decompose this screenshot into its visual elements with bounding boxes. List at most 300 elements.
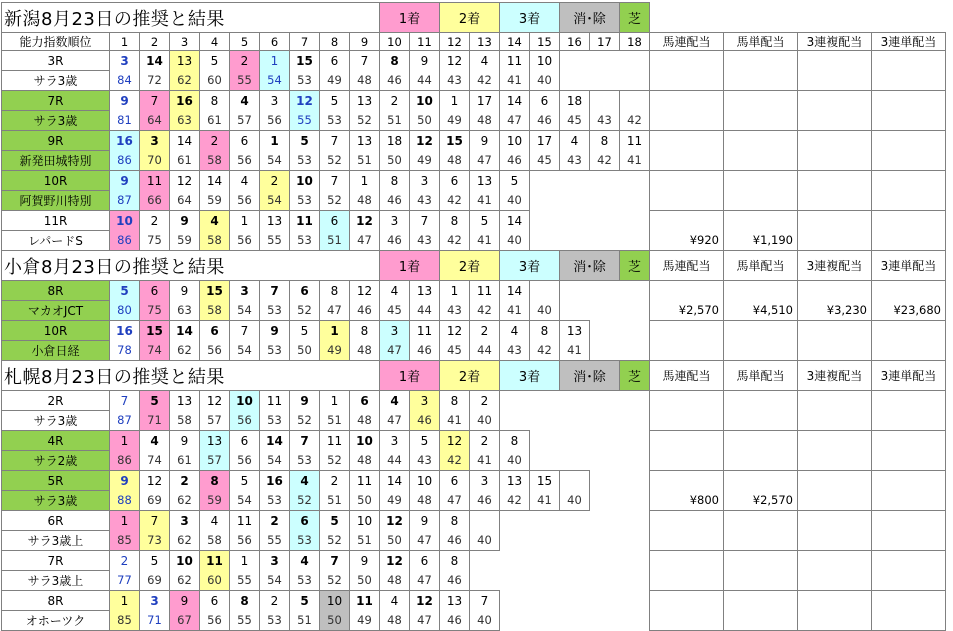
payout-cell xyxy=(723,550,798,591)
payout-header: 馬連配当 xyxy=(649,360,724,391)
pick-cell xyxy=(589,510,620,531)
pick-cell: 16 xyxy=(109,130,140,151)
pick-cell: 5 xyxy=(319,510,350,531)
score-cell: 55 xyxy=(259,530,290,551)
pick-cell xyxy=(529,430,560,451)
payout-cell xyxy=(723,430,798,471)
score-cell: 47 xyxy=(499,110,530,131)
payout-cell xyxy=(871,170,946,211)
score-cell: 46 xyxy=(439,530,470,551)
score-cell: 87 xyxy=(109,190,140,211)
score-cell: 54 xyxy=(229,490,260,511)
score-cell xyxy=(619,410,650,431)
payout-header: 馬連配当 xyxy=(649,32,724,51)
pick-cell: 13 xyxy=(409,280,440,301)
pick-cell: 8 xyxy=(439,510,470,531)
pick-cell: 10 xyxy=(229,390,260,411)
score-cell: 41 xyxy=(559,340,590,361)
race-name: サラ3歳 xyxy=(1,110,110,131)
pick-cell: 8 xyxy=(439,390,470,411)
payout-cell xyxy=(649,430,724,471)
payout-cell xyxy=(649,590,724,631)
score-cell: 42 xyxy=(499,490,530,511)
race-name: サラ3歳 xyxy=(1,490,110,511)
pick-cell: 2 xyxy=(469,430,500,451)
pick-cell: 8 xyxy=(379,170,410,191)
pick-cell xyxy=(589,590,620,611)
pick-cell: 8 xyxy=(439,210,470,231)
pick-cell: 3 xyxy=(259,550,290,571)
payout-cell xyxy=(871,510,946,551)
score-cell: 53 xyxy=(259,490,290,511)
score-cell: 48 xyxy=(349,190,380,211)
score-cell: 53 xyxy=(289,70,320,91)
pick-cell: 14 xyxy=(379,470,410,491)
pick-cell: 1 xyxy=(109,430,140,451)
pick-cell xyxy=(589,280,620,301)
score-cell: 46 xyxy=(379,70,410,91)
score-cell: 46 xyxy=(439,570,470,591)
pick-cell: 7 xyxy=(319,130,350,151)
pick-cell xyxy=(559,510,590,531)
pick-cell: 15 xyxy=(139,320,170,341)
pick-cell: 6 xyxy=(529,90,560,111)
pick-cell xyxy=(469,510,500,531)
score-cell: 40 xyxy=(469,610,500,631)
pick-cell: 14 xyxy=(139,50,170,71)
pick-cell xyxy=(469,550,500,571)
score-cell: 61 xyxy=(169,450,200,471)
score-cell: 62 xyxy=(169,340,200,361)
payout-cell: ¥23,680 xyxy=(871,280,946,321)
pick-cell: 9 xyxy=(409,510,440,531)
pick-cell: 3 xyxy=(139,130,170,151)
score-cell: 56 xyxy=(229,190,260,211)
pick-cell: 4 xyxy=(229,170,260,191)
pick-cell: 6 xyxy=(139,280,170,301)
score-cell: 54 xyxy=(259,70,290,91)
score-cell: 62 xyxy=(169,570,200,591)
pick-cell: 11 xyxy=(349,590,380,611)
pick-cell: 12 xyxy=(379,510,410,531)
pick-cell: 5 xyxy=(289,320,320,341)
race-number: 10R xyxy=(1,320,110,341)
pick-cell: 4 xyxy=(379,390,410,411)
score-cell: 54 xyxy=(259,190,290,211)
race-number: 8R xyxy=(1,280,110,301)
score-cell: 53 xyxy=(289,230,320,251)
pick-cell: 5 xyxy=(409,430,440,451)
score-cell: 47 xyxy=(469,150,500,171)
score-cell: 41 xyxy=(439,410,470,431)
score-cell: 54 xyxy=(229,300,260,321)
section-title: 新潟8月23日の推奨と結果 xyxy=(1,2,380,33)
pick-cell: 6 xyxy=(319,210,350,231)
pick-cell: 7 xyxy=(319,170,350,191)
score-cell: 73 xyxy=(139,530,170,551)
pick-cell xyxy=(619,590,650,611)
score-cell xyxy=(619,450,650,471)
race-name: マカオJCT xyxy=(1,300,110,321)
rank-col-header: 6 xyxy=(259,32,290,51)
score-cell: 53 xyxy=(289,150,320,171)
score-cell: 47 xyxy=(379,340,410,361)
pick-cell xyxy=(619,210,650,231)
pick-cell: 2 xyxy=(469,320,500,341)
pick-cell xyxy=(619,550,650,571)
pick-cell xyxy=(589,550,620,571)
score-cell: 87 xyxy=(109,410,140,431)
pick-cell: 2 xyxy=(259,170,290,191)
score-cell: 47 xyxy=(379,410,410,431)
pick-cell xyxy=(559,470,590,491)
score-cell: 62 xyxy=(169,70,200,91)
pick-cell: 14 xyxy=(499,90,530,111)
score-cell: 85 xyxy=(109,610,140,631)
payout-cell xyxy=(649,320,724,361)
score-cell: 58 xyxy=(199,230,230,251)
pick-cell: 9 xyxy=(169,280,200,301)
score-cell xyxy=(589,410,620,431)
payout-cell: ¥1,190 xyxy=(723,210,798,251)
payout-cell xyxy=(871,590,946,631)
pick-cell: 11 xyxy=(619,130,650,151)
payout-cell: ¥800 xyxy=(649,470,724,511)
score-cell: 59 xyxy=(199,490,230,511)
pick-cell: 6 xyxy=(199,590,230,611)
score-cell: 51 xyxy=(319,230,350,251)
pick-cell: 6 xyxy=(289,510,320,531)
score-cell: 51 xyxy=(319,490,350,511)
score-cell xyxy=(589,530,620,551)
pick-cell: 16 xyxy=(109,320,140,341)
score-cell: 40 xyxy=(499,230,530,251)
payout-cell xyxy=(649,130,724,171)
score-cell: 46 xyxy=(379,230,410,251)
pick-cell: 1 xyxy=(259,50,290,71)
score-cell: 40 xyxy=(529,70,560,91)
score-cell: 43 xyxy=(409,230,440,251)
pick-cell: 11 xyxy=(229,510,260,531)
rank-col-header: 7 xyxy=(289,32,320,51)
pick-cell: 3 xyxy=(379,430,410,451)
payout-cell xyxy=(797,510,872,551)
score-cell: 55 xyxy=(259,230,290,251)
pick-cell xyxy=(559,50,590,71)
score-cell: 41 xyxy=(499,300,530,321)
pick-cell: 13 xyxy=(349,130,380,151)
pick-cell: 8 xyxy=(379,50,410,71)
race-name: 新発田城特別 xyxy=(1,150,110,171)
payout-cell: ¥3,230 xyxy=(797,280,872,321)
payout-cell xyxy=(723,130,798,171)
payout-cell xyxy=(871,390,946,431)
score-cell: 47 xyxy=(319,300,350,321)
header-label: 能力指数順位 xyxy=(1,32,110,51)
pick-cell: 17 xyxy=(529,130,560,151)
pick-cell: 6 xyxy=(439,170,470,191)
pick-cell: 13 xyxy=(169,50,200,71)
score-cell: 46 xyxy=(409,410,440,431)
pick-cell: 11 xyxy=(289,210,320,231)
pick-cell: 4 xyxy=(379,280,410,301)
payout-header: 3連複配当 xyxy=(797,32,872,51)
score-cell xyxy=(589,70,620,91)
pick-cell: 5 xyxy=(139,550,170,571)
pick-cell: 2 xyxy=(259,510,290,531)
score-cell xyxy=(589,340,620,361)
pick-cell: 15 xyxy=(289,50,320,71)
score-cell xyxy=(499,530,530,551)
race-number: 2R xyxy=(1,390,110,411)
pick-cell: 4 xyxy=(289,550,320,571)
legend-turf: 芝 xyxy=(619,2,650,33)
race-number: 7R xyxy=(1,550,110,571)
payout-cell xyxy=(723,50,798,91)
score-cell: 42 xyxy=(439,230,470,251)
pick-cell: 13 xyxy=(169,390,200,411)
pick-cell: 9 xyxy=(349,550,380,571)
score-cell: 69 xyxy=(139,490,170,511)
score-cell: 43 xyxy=(559,150,590,171)
pick-cell: 9 xyxy=(109,170,140,191)
pick-cell: 5 xyxy=(289,590,320,611)
score-cell: 52 xyxy=(319,530,350,551)
legend-turf: 芝 xyxy=(619,360,650,391)
score-cell: 63 xyxy=(169,300,200,321)
pick-cell: 7 xyxy=(349,50,380,71)
pick-cell: 11 xyxy=(409,320,440,341)
pick-cell: 15 xyxy=(529,470,560,491)
pick-cell: 7 xyxy=(409,210,440,231)
rank-col-header: 2 xyxy=(139,32,170,51)
score-cell: 53 xyxy=(289,570,320,591)
pick-cell: 7 xyxy=(139,90,170,111)
payout-cell xyxy=(723,390,798,431)
pick-cell: 12 xyxy=(439,430,470,451)
score-cell: 41 xyxy=(619,150,650,171)
rank-col-header: 16 xyxy=(559,32,590,51)
race-number: 3R xyxy=(1,50,110,71)
pick-cell xyxy=(499,510,530,531)
pick-cell: 8 xyxy=(439,550,470,571)
rank-col-header: 3 xyxy=(169,32,200,51)
score-cell: 63 xyxy=(169,110,200,131)
score-cell xyxy=(619,300,650,321)
score-cell: 51 xyxy=(349,530,380,551)
pick-cell: 13 xyxy=(469,170,500,191)
score-cell xyxy=(559,570,590,591)
payout-cell xyxy=(649,390,724,431)
payout-cell xyxy=(723,170,798,211)
pick-cell: 6 xyxy=(289,280,320,301)
pick-cell: 12 xyxy=(439,320,470,341)
pick-cell: 3 xyxy=(379,320,410,341)
score-cell: 60 xyxy=(199,70,230,91)
score-cell: 53 xyxy=(289,450,320,471)
pick-cell: 14 xyxy=(499,210,530,231)
pick-cell: 8 xyxy=(229,590,260,611)
score-cell: 57 xyxy=(199,410,230,431)
legend-erased: 消･除 xyxy=(559,250,620,281)
score-cell xyxy=(559,300,590,321)
score-cell: 58 xyxy=(199,300,230,321)
pick-cell: 12 xyxy=(409,590,440,611)
payout-header: 3連複配当 xyxy=(797,250,872,281)
payout-cell xyxy=(871,130,946,171)
pick-cell: 13 xyxy=(199,430,230,451)
score-cell: 53 xyxy=(289,190,320,211)
payout-cell xyxy=(723,320,798,361)
pick-cell xyxy=(589,170,620,191)
pick-cell: 12 xyxy=(349,210,380,231)
score-cell: 71 xyxy=(139,610,170,631)
legend-first: 1着 xyxy=(379,2,440,33)
pick-cell: 15 xyxy=(439,130,470,151)
pick-cell xyxy=(499,590,530,611)
pick-cell: 8 xyxy=(199,90,230,111)
score-cell: 56 xyxy=(229,150,260,171)
score-cell: 56 xyxy=(229,410,260,431)
race-number: 5R xyxy=(1,470,110,491)
pick-cell xyxy=(619,50,650,71)
pick-cell: 11 xyxy=(499,50,530,71)
payout-cell xyxy=(723,510,798,551)
score-cell: 48 xyxy=(349,410,380,431)
score-cell: 62 xyxy=(169,530,200,551)
pick-cell: 14 xyxy=(169,130,200,151)
pick-cell: 7 xyxy=(469,590,500,611)
score-cell: 72 xyxy=(139,70,170,91)
pick-cell xyxy=(499,550,530,571)
payout-cell xyxy=(871,210,946,251)
pick-cell xyxy=(499,390,530,411)
pick-cell: 10 xyxy=(109,210,140,231)
pick-cell xyxy=(529,390,560,411)
score-cell: 88 xyxy=(109,490,140,511)
score-cell xyxy=(619,530,650,551)
score-cell xyxy=(529,190,560,211)
race-name: サラ3歳 xyxy=(1,410,110,431)
payout-cell xyxy=(797,470,872,511)
pick-cell xyxy=(589,210,620,231)
payout-cell xyxy=(797,90,872,131)
race-number: 11R xyxy=(1,210,110,231)
pick-cell: 4 xyxy=(289,470,320,491)
score-cell: 53 xyxy=(319,110,350,131)
score-cell xyxy=(529,570,560,591)
pick-cell: 10 xyxy=(169,550,200,571)
score-cell: 55 xyxy=(229,610,260,631)
score-cell: 52 xyxy=(289,490,320,511)
pick-cell: 2 xyxy=(199,130,230,151)
payout-cell xyxy=(723,590,798,631)
payout-cell xyxy=(797,320,872,361)
pick-cell: 5 xyxy=(469,210,500,231)
score-cell: 46 xyxy=(499,150,530,171)
score-cell xyxy=(589,230,620,251)
score-cell: 85 xyxy=(109,530,140,551)
payout-header: 馬単配当 xyxy=(723,32,798,51)
legend-second: 2着 xyxy=(439,2,500,33)
pick-cell: 8 xyxy=(319,280,350,301)
score-cell: 41 xyxy=(499,70,530,91)
pick-cell: 1 xyxy=(319,390,350,411)
score-cell: 48 xyxy=(469,110,500,131)
race-number: 9R xyxy=(1,130,110,151)
rank-col-header: 4 xyxy=(199,32,230,51)
pick-cell xyxy=(589,90,620,111)
pick-cell: 6 xyxy=(439,470,470,491)
score-cell: 47 xyxy=(409,610,440,631)
score-cell: 74 xyxy=(139,340,170,361)
pick-cell: 10 xyxy=(349,510,380,531)
pick-cell: 8 xyxy=(499,430,530,451)
payout-cell xyxy=(797,430,872,471)
pick-cell: 7 xyxy=(109,390,140,411)
pick-cell: 4 xyxy=(499,320,530,341)
score-cell: 44 xyxy=(409,70,440,91)
pick-cell: 11 xyxy=(199,550,230,571)
pick-cell: 13 xyxy=(559,320,590,341)
pick-cell: 3 xyxy=(379,210,410,231)
pick-cell: 11 xyxy=(349,470,380,491)
pick-cell: 1 xyxy=(319,320,350,341)
race-name: サラ3歳上 xyxy=(1,570,110,591)
score-cell: 49 xyxy=(319,340,350,361)
score-cell xyxy=(499,410,530,431)
pick-cell: 13 xyxy=(349,90,380,111)
rank-col-header: 11 xyxy=(409,32,440,51)
pick-cell: 5 xyxy=(229,470,260,491)
score-cell: 48 xyxy=(379,610,410,631)
score-cell: 47 xyxy=(409,570,440,591)
pick-cell: 2 xyxy=(319,470,350,491)
score-cell xyxy=(559,610,590,631)
pick-cell: 7 xyxy=(289,430,320,451)
legend-second: 2着 xyxy=(439,250,500,281)
score-cell: 54 xyxy=(229,340,260,361)
pick-cell xyxy=(619,470,650,491)
pick-cell xyxy=(559,390,590,411)
pick-cell: 9 xyxy=(469,130,500,151)
payout-header: 馬連配当 xyxy=(649,250,724,281)
legend-erased: 消･除 xyxy=(559,2,620,33)
pick-cell xyxy=(529,170,560,191)
pick-cell xyxy=(529,510,560,531)
pick-cell xyxy=(589,470,620,491)
score-cell: 49 xyxy=(379,490,410,511)
legend-first: 1着 xyxy=(379,360,440,391)
pick-cell xyxy=(619,510,650,531)
pick-cell: 9 xyxy=(109,470,140,491)
legend-erased: 消･除 xyxy=(559,360,620,391)
payout-cell xyxy=(797,130,872,171)
score-cell: 42 xyxy=(589,150,620,171)
pick-cell: 1 xyxy=(109,590,140,611)
score-cell: 47 xyxy=(349,230,380,251)
score-cell: 60 xyxy=(199,570,230,591)
payout-header: 3連単配当 xyxy=(871,360,946,391)
payout-cell xyxy=(649,170,724,211)
score-cell: 46 xyxy=(439,610,470,631)
score-cell: 43 xyxy=(589,110,620,131)
payout-cell xyxy=(871,90,946,131)
pick-cell: 4 xyxy=(139,430,170,451)
score-cell: 49 xyxy=(319,70,350,91)
pick-cell xyxy=(559,550,590,571)
pick-cell: 1 xyxy=(439,90,470,111)
